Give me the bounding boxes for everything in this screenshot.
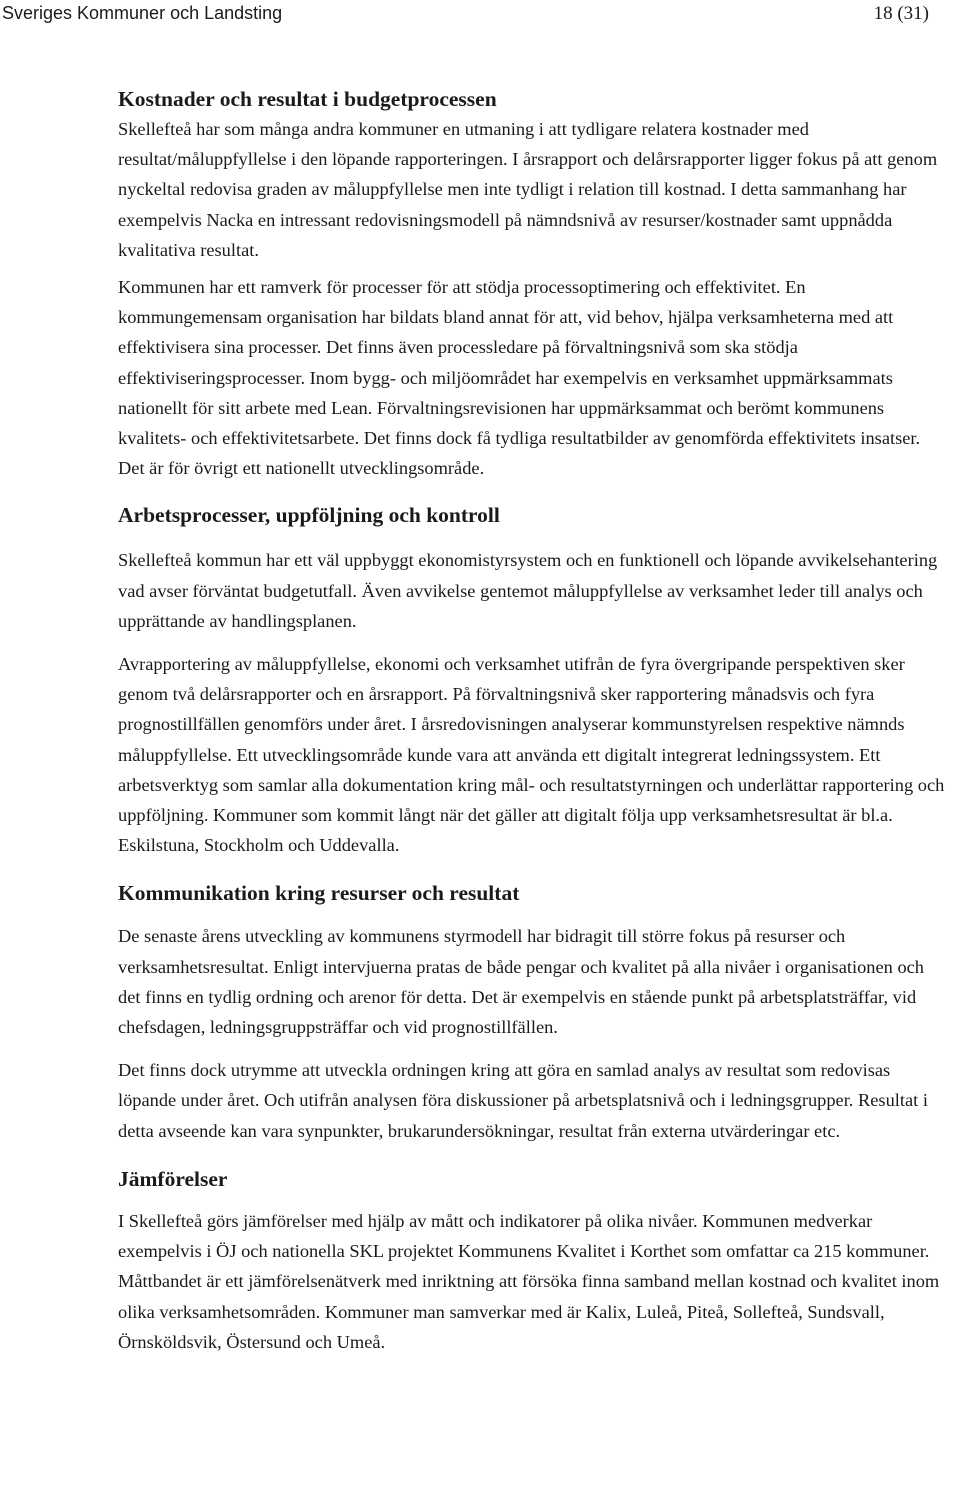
paragraph: De senaste årens utveckling av kommunens styrmodell har bidragit till större fokus på resurser och verksamhetsresultat. Enligt intervjuerna pratas de både pengar och kvalitet på alla nivåer i organisationen och det finns en tydlig ordning och arenor för detta. Det är exempelvis en stående punkt på arbetsplatsträffar, vid chefsdagen, ledningsgruppsträffar och vid prognostillfällen. [118,926,924,1038]
paragraph: Avrapportering av måluppfyllelse, ekonomi och verksamhet utifrån de fyra övergripande perspektiven sker genom två delårsrapporter och en årsrapport. På förvaltningsnivå sker rapportering månadsvis och fyra prognostillfällen genomförs under året. I årsredovisningen analyserar kommunstyrelsen respektive nämnds måluppfyllelse. Ett utvecklingsområde kunde vara att använda ett digitalt integrerat ledningssystem. Ett arbetsverktyg som samlar alla dokumentation kring mål- och resultatstyrningen och underlättar rapportering och uppföljning. Kommuner som kommit långt när det gäller att digitalt följa upp verksamhetsresultat är bl.a. Eskilstuna, Stockholm och Uddevalla. [118,654,945,856]
section-arbetsprocesser [118,500,948,860]
section-heading: Kostnader och resultat i budgetprocessen [118,87,497,111]
paragraph: Det finns dock utrymme att utveckla ordningen kring att göra en samlad analys av resultat som redovisas löpande under året. Och utifrån analysen föra diskussioner på arbetsplatsnivå och i ledningsgrupper. Resultat i detta avseende kan vara synpunkter, brukarundersökningar, resultat från externa utvärderingar etc. [118,1060,928,1141]
page-number: 18 (31) [873,3,929,24]
section-kostnader [118,84,948,483]
organization-name: Sveriges Kommuner och Landsting [2,3,283,23]
document-body [118,84,948,1357]
page-header [0,0,960,30]
section-jamforelser [118,1164,948,1357]
section-heading: Kommunikation kring resurser och resultat [118,881,520,906]
section-kommunikation [118,878,948,1145]
paragraph: Kommunen har ett ramverk för processer för att stödja processoptimering och effektivitet. En kommungemensam organisation har bildats bland annat för att, vid behov, hjälpa verksamheterna med att effektivisera sina processer. Det finns även processledare på förvaltningsnivå som ska stödja effektiviseringsprocesser. Inom bygg- och miljöområdet har exempelvis en verksamhet uppmärksammats nationellt för sitt arbete med Lean. Förvaltningsrevisionen har uppmärksammat och berömt kommunens kvalitets- och effektivitetsarbete. Det finns dock få tydliga resultatbilder av genomförda effektivitets insatser. Det är för övrigt ett nationellt utvecklingsområde. [118,277,921,479]
paragraph: Skellefteå kommun har ett väl uppbyggt ekonomistyrsystem och en funktionell och löpande avvikelsehantering vad avser förväntat budgetutfall. Även avvikelse gentemot måluppfyllelse av verksamhet leder till analys och upprättande av handlingsplanen. [118,550,938,631]
paragraph: I Skellefteå görs jämförelser med hjälp av mått och indikatorer på olika nivåer. Kommunen medverkar exempelvis i ÖJ och nationella SKL projektet Kommunens Kvalitet i Korthet som omfattar ca 215 kommuner. Måttbandet är ett jämförelsenätverk med inriktning att försöka finna samband mellan kostnad och kvalitet inom olika verksamhetsområden. Kommuner man samverkar med är Kalix, Luleå, Piteå, Sollefteå, Sundsvall, Örnsköldsvik, Östersund och Umeå. [118,1210,940,1352]
paragraph: Skellefteå har som många andra kommuner en utmaning i att tydligare relatera kostnader med resultat/måluppfyllelse i den löpande rapporteringen. I årsrapport och delårsrapporter ligger fokus på att genom nyckeltal redovisa graden av måluppfyllelse men inte tydligt i relation till kostnad. I detta sammanhang har exempelvis Nacka en intressant redovisningsmodell på nämndsnivå av resurser/kostnader samt uppnådda kvalitativa resultat. [118,119,938,260]
section-heading: Jämförelser [118,1166,228,1191]
section-heading: Arbetsprocesser, uppföljning och kontroll [118,503,500,528]
